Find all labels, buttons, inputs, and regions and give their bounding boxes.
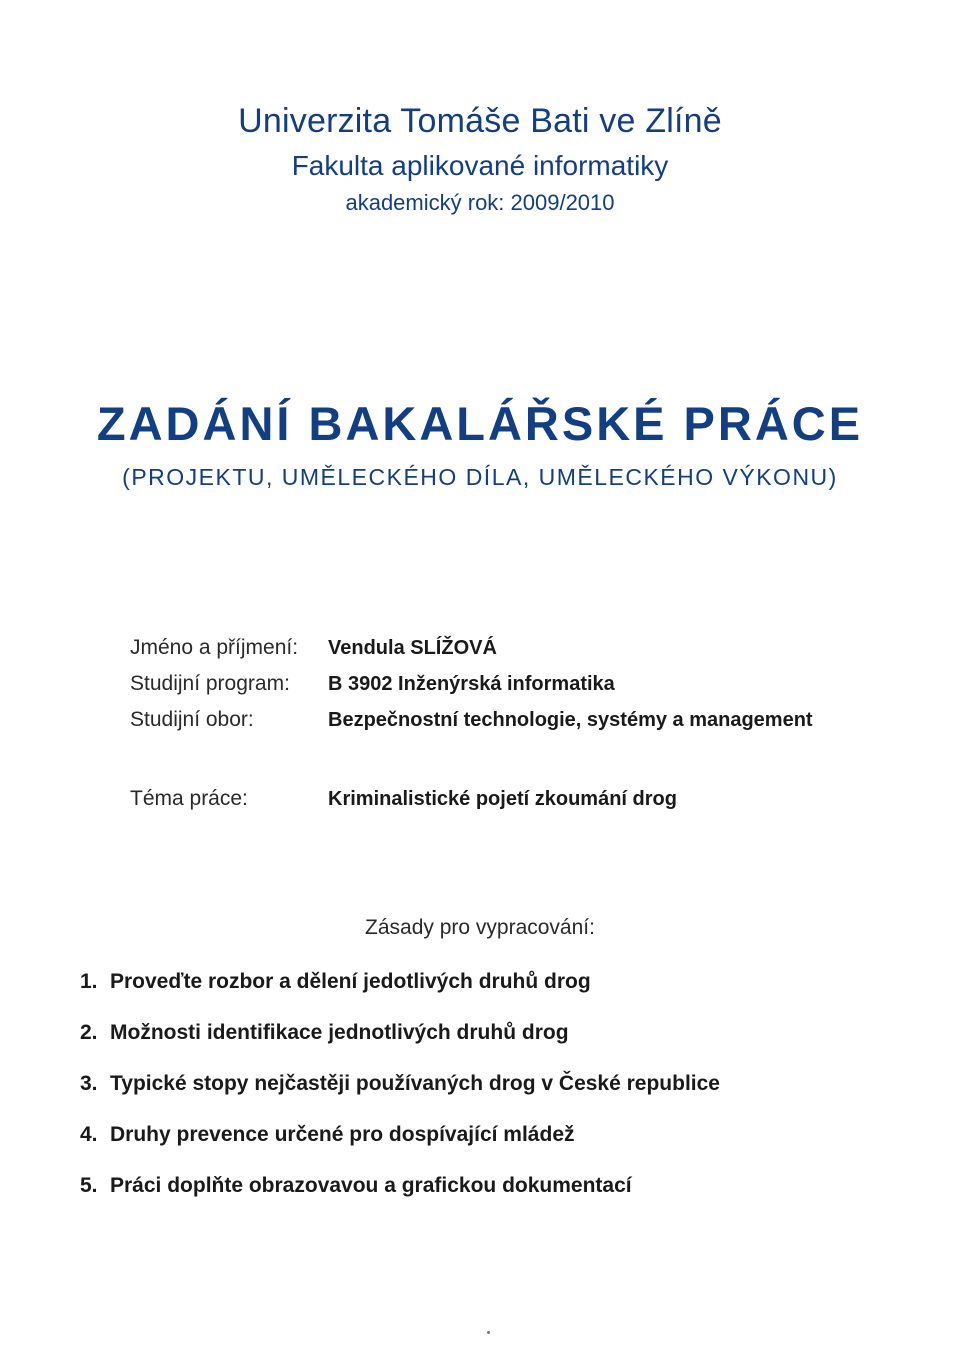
topic-value: Kriminalistické pojetí zkoumání drog [328, 788, 677, 810]
list-item [80, 1021, 720, 1072]
list-item [80, 1174, 720, 1225]
info-row-name [130, 636, 813, 672]
list-item-text: Možnosti identifikace jednotlivých druhů drog [110, 1021, 569, 1044]
info-value: B 3902 Inženýrská informatika [328, 673, 615, 695]
list-item-number: 5. [80, 1174, 98, 1197]
document-title: ZADÁNÍ BAKALÁŘSKÉ PRÁCE [96, 397, 864, 450]
university-name: Univerzita Tomáše Bati ve Zlíně [238, 102, 722, 140]
document-subtitle: (PROJEKTU, UMĚLECKÉHO DÍLA, UMĚLECKÉHO VÝKONU) [122, 464, 838, 490]
faculty-name: Fakulta aplikované informatiky [291, 150, 669, 181]
list-item-text: Práci doplňte obrazovavou a grafickou dokumentací [110, 1174, 632, 1197]
scan-speck [487, 1331, 490, 1334]
list-item-number: 4. [80, 1123, 98, 1146]
list-item-number: 3. [80, 1072, 98, 1095]
thesis-topic-row [130, 787, 677, 811]
list-item-number: 1. [80, 970, 98, 993]
list-item [80, 1072, 720, 1123]
academic-year: akademický rok: 2009/2010 [345, 190, 615, 215]
list-item [80, 970, 720, 1021]
list-item-text: Druhy prevence určené pro dospívající mládež [110, 1123, 575, 1146]
student-info-block [130, 636, 813, 744]
list-item-number: 2. [80, 1021, 98, 1044]
principles-heading: Zásady pro vypracování: [365, 916, 595, 939]
principles-list [80, 970, 720, 1225]
topic-label: Téma práce: [130, 787, 248, 810]
info-value: Bezpečnostní technologie, systémy a management [328, 709, 813, 731]
info-label: Studijní obor: [130, 708, 254, 731]
list-item-text: Typické stopy nejčastěji používaných drog v České republice [110, 1072, 720, 1095]
info-label: Studijní program: [130, 672, 290, 695]
list-item [80, 1123, 720, 1174]
list-item-text: Proveďte rozbor a dělení jedotlivých druhů drog [110, 970, 591, 993]
info-value: Vendula SLÍŽOVÁ [328, 637, 497, 659]
info-label: Jméno a příjmení: [130, 636, 299, 659]
info-row-program [130, 672, 813, 708]
info-row-field [130, 708, 813, 744]
